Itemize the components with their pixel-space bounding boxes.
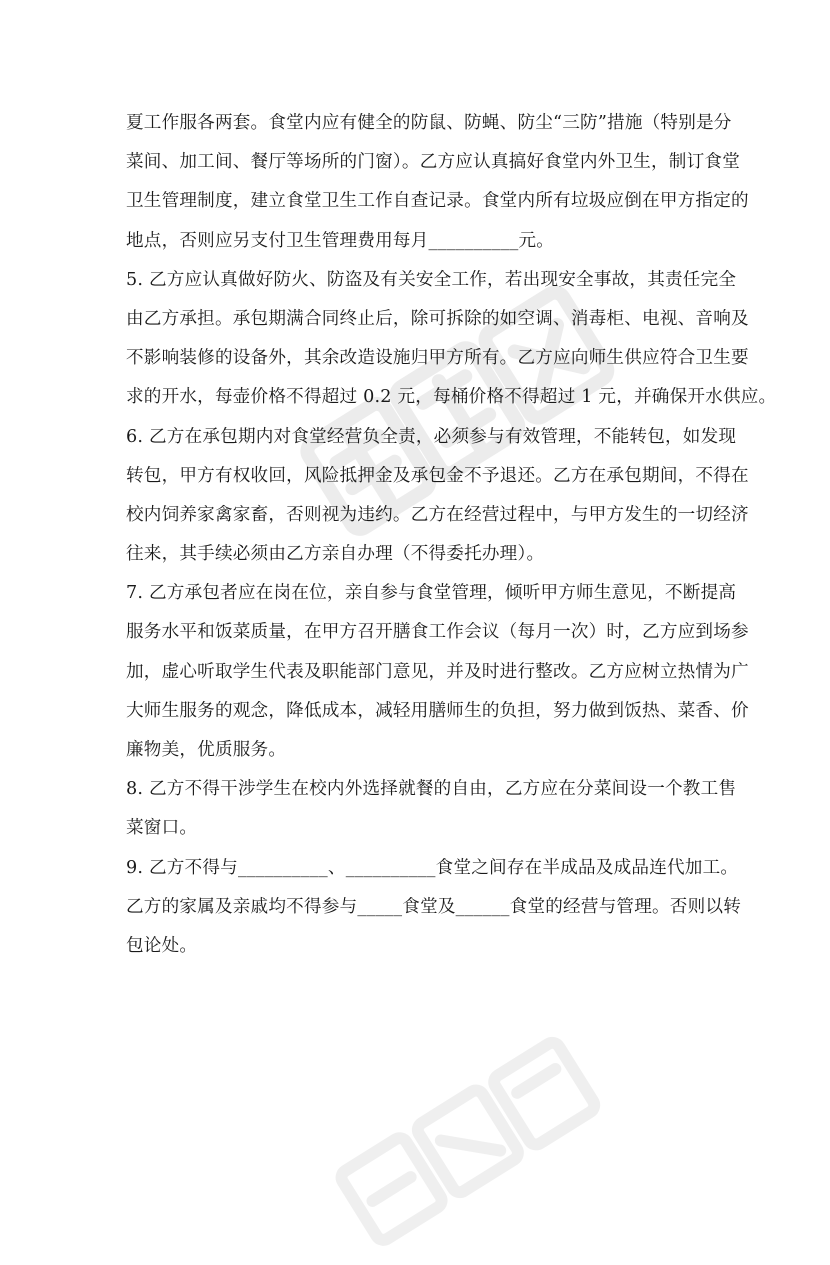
watermark-logo-bottom-icon — [319, 1015, 620, 1265]
text-line: 地点，否则应另支付卫生管理费用每月__________元。 — [126, 230, 555, 251]
paragraph-8 — [126, 770, 737, 848]
text-line: 夏工作服各两套。食堂内应有健全的防鼠、防蝇、防尘“三防”措施（特别是分 — [126, 113, 732, 133]
text-line: 服务水平和饭菜质量，在甲方召开膳食工作会议（每月一次）时，乙方应到场参 — [126, 622, 749, 643]
paragraph-9 — [126, 849, 741, 967]
text-line: 卫生管理制度，建立食堂卫生工作自查记录。食堂内所有垃圾应倒在甲方指定的 — [126, 191, 749, 212]
text-line: 校内饲养家禽家畜，否则视为违约。乙方在经营过程中，与甲方发生的一切经济 — [126, 504, 749, 525]
text-line: 6. 乙方在承包期内对食堂经营负全责，必须参与有效管理，不能转包，如发现 — [126, 426, 737, 447]
text-line: 转包，甲方有权收回，风险抵押金及承包金不予退还。乙方在承包期间，不得在 — [126, 465, 749, 486]
text-line: 往来，其手续必须由乙方亲自办理（不得委托办理）。 — [126, 544, 545, 565]
text-line: 7. 乙方承包者应在岗在位，亲自参与食堂管理，倾听甲方师生意见，不断提高 — [126, 583, 737, 604]
text-line: 菜窗口。 — [126, 818, 198, 839]
text-line: 廉物美，优质服务。 — [126, 740, 287, 760]
text-line: 乙方的家属及亲戚均不得参与_____食堂及______食堂的经营与管理。否则以转 — [126, 896, 741, 917]
paragraph-6 — [126, 418, 749, 575]
paragraph-5 — [126, 261, 777, 418]
text-line: 由乙方承担。承包期满合同终止后，除可拆除的如空调、消毒柜、电视、音响及 — [126, 308, 749, 329]
paragraph-7 — [126, 574, 749, 770]
text-line: 加，虚心听取学生代表及职能部门意见，并及时进行整改。乙方应树立热情为广 — [126, 661, 749, 682]
paragraph-4-continued — [126, 104, 749, 261]
text-line: 不影响装修的设备外，其余改造设施归甲方所有。乙方应向师生供应符合卫生要 — [126, 348, 749, 369]
text-line: 8. 乙方不得干涉学生在校内外选择就餐的自由，乙方应在分菜间设一个教工售 — [126, 779, 737, 800]
text-line: 求的开水，每壶价格不得超过 0.2 元，每桶价格不得超过 1 元，并确保开水供应。 — [126, 387, 777, 408]
text-line: 包论处。 — [126, 935, 198, 956]
text-line: 菜间、加工间、餐厅等场所的门窗）。乙方应认真搞好食堂内外卫生，制订食堂 — [126, 152, 740, 173]
text-line: 5. 乙方应认真做好防火、防盗及有关安全工作，若出现安全事故，其责任完全 — [126, 269, 737, 290]
document-body — [126, 104, 777, 966]
text-line: 大师生服务的观念，降低成本，减轻用膳师生的负担，努力做到饭热、菜香、价 — [126, 700, 749, 721]
text-line: 9. 乙方不得与__________、__________食堂之间存在半成品及成品连代加工。 — [126, 857, 739, 878]
